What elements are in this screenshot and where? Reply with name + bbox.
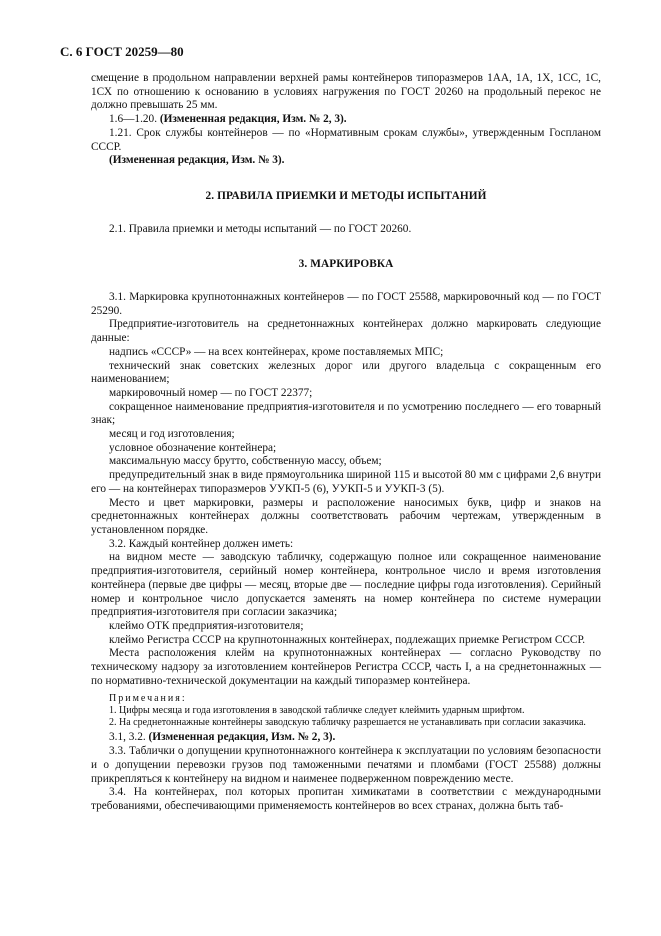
section-3-heading: 3. МАРКИРОВКА [298, 258, 394, 271]
manufacturer-marking-paragraph: Предприятие-изготовитель на среднетоннажных контейнерах должно маркировать следующие данные: [91, 318, 601, 345]
marking-placement-paragraph: Место и цвет маркировки, размеры и расположение наносимых букв, цифр и знаков на среднетоннажных контейнерах должны соответствовать рабочим чертежам, утвержденным в установленном порядке. [91, 496, 601, 536]
marking-list-item: предупредительный знак в виде прямоугольника шириной 115 и высотой 80 мм с цифрами 2,6 внутри его — на контейнерах типоразмеров УУКП-5 (6), УУКП-5 и УУКП-3 (5). [91, 469, 601, 495]
register-stamp-paragraph: клеймо Регистра СССР на крупнотоннажных контейнерах, подлежащих приемке Регистром СССР. [109, 633, 586, 646]
marking-list-item: технический знак советских железных дорог или другого владельца с сокращенным его наименованием; [91, 359, 601, 386]
note-item: 2. На среднетоннажные контейнеры заводскую табличку разрешается не устанавливать при согласии заказчика. [109, 717, 586, 729]
marking-list-item: надпись «СССР» — на всех контейнерах, кроме поставляемых МПС; [109, 345, 444, 358]
section-2-heading: 2. ПРАВИЛА ПРИЕМКИ И МЕТОДЫ ИСПЫТАНИЙ [205, 189, 487, 202]
clause-1-6-1-20 [91, 113, 601, 127]
factory-plate-paragraph: на видном месте — заводскую табличку, содержащую полное или сокращенное наименование предприятия-изготовителя, серийный номер контейнера, контрольное число и время изготовления контейнера (первые две цифры — месяц, вторые две — последние цифры года изготовления). Серийный номер и контрольное число допускается заменять на номер контейнера по системе нумерации предприятия-изготовителя при согласии заказчика; [91, 551, 601, 619]
clause-3-2: 3.2. Каждый контейнер должен иметь: [109, 537, 294, 550]
intro-paragraph: смещение в продольном направлении верхней рамы контейнеров типоразмеров 1АА, 1А, 1Х, 1СС, 1С, 1СХ по отношению к основанию в условиях нагружения по ГОСТ 20260 на продольный перекос не должно превышать 25 мм. [91, 72, 601, 112]
clause-number: 3.1, 3.2. [109, 731, 146, 744]
page-header: С. 6 ГОСТ 20259—80 [60, 44, 184, 59]
otk-stamp-paragraph: клеймо ОТК предприятия-изготовителя; [109, 619, 304, 632]
stamp-places-paragraph: Места расположения клейм на крупнотоннажных контейнерах — согласно Руководству по техническому надзору за изготовлением контейнеров Регистра СССР, часть I, а на среднетоннажных — по нормативно-технической документации на каждый типоразмер контейнера. [91, 647, 601, 687]
marking-list-item: сокращенное наименование предприятия-изготовителя и по усмотрению последнего — его товарный знак; [91, 400, 601, 427]
clause-3-4: 3.4. На контейнерах, пол которых пропитан химикатами в соответствии с международными требованиями, обеспечивающими применяемость контейнеров во всех странах, должна быть таб- [91, 786, 601, 812]
clause-3-1-3-2-edit [91, 731, 601, 745]
note-item: 1. Цифры месяца и года изготовления в заводской табличке следует клеймить ударным шрифтом. [109, 705, 525, 717]
clause-number: 1.6—1.20. [109, 113, 158, 126]
edit-note: (Измененная редакция, Изм. № 2, 3). [159, 113, 347, 126]
clause-2-1: 2.1. Правила приемки и методы испытаний — по ГОСТ 20260. [109, 222, 412, 235]
marking-list-item: месяц и год изготовления; [109, 428, 235, 441]
marking-list-item: максимальную массу брутто, собственную массу, объем; [109, 455, 382, 468]
notes-title: Примечания: [109, 693, 187, 705]
marking-list-item: маркировочный номер — по ГОСТ 22377; [109, 386, 313, 399]
edit-note: (Измененная редакция, Изм. № 2, 3). [148, 731, 336, 744]
marking-list-item: условное обозначение контейнера; [109, 441, 277, 454]
document-body [91, 72, 601, 814]
clause-1-21-edit: (Измененная редакция, Изм. № 3). [109, 154, 285, 167]
clause-3-3: 3.3. Таблички о допущении крупнотоннажного контейнера к эксплуатации по условиям безопасности и о допущении перевозки грузов под таможенными печатями и пломбами (ГОСТ 25588) должны прикрепляться к контейнеру на видном и наименее подверженном повреждению месте. [91, 745, 601, 785]
clause-3-1: 3.1. Маркировка крупнотоннажных контейнеров — по ГОСТ 25588, маркировочный код — по ГОСТ 25290. [91, 291, 601, 317]
clause-1-21: 1.21. Срок службы контейнеров — по «Нормативным срокам службы», утвержденным Госпланом СССР. [91, 126, 601, 153]
